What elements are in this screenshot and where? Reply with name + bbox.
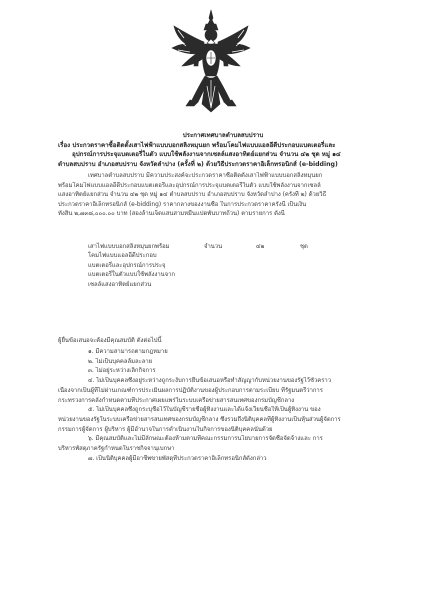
qualification-line: หน่วยงานของรัฐในระบบเครือข่ายสารสนเทศของกรมบัญชีกลาง ซึ่งรวมถึงนิติบุคคลที่ผู้ทิ้งงานเป็นหุ้นส่วนผู้จัดการ xyxy=(58,416,341,423)
subject-line-1: เรื่อง ประกวดราคาซื้อติดตั้งเสาไฟฟ้าแบบบอกสลิงหมุนยก พร้อมโคมไฟแบบแอลอีดีประกอบแบตเตอรี่และ xyxy=(58,141,336,149)
subject-line-3: ตำบลสบปราบ อำเภอสบปราบ จังหวัดลำปาง (ครั้งที่ ๒) ด้วยวิธีประกวดราคาอิเล็กทรอนิกส์ (e-bidding) xyxy=(58,160,338,168)
qualification-line: ๖. มีคุณสมบัติและไม่มีลักษณะต้องห้ามตามที่คณะกรรมการนโยบายการจัดซื้อจัดจ้างและ การ xyxy=(88,436,323,443)
item-name-line: เซลล์แสงอาทิตย์แยกส่วน xyxy=(88,281,152,288)
item-name-line: โคมไฟแบบแอลอีดีประกอบ xyxy=(88,253,157,260)
agency-title: ประกาศเทศบาลตำบลสบปราบ xyxy=(182,132,264,139)
intro-line: เทศบาลตำบลสบปราบ มีความประสงค์จะประกวดราคาซื้อติดตั้งเสาไฟฟ้าแบบบอกสลิงหมุนยก xyxy=(88,173,323,179)
qualification-line: ๗. เป็นนิติบุคคลผู้มีอาชีพขายพัสดุที่ประกวดราคาอิเล็กทรอนิกส์ดังกล่าว xyxy=(88,455,267,462)
qualification-line: เนื่องจากเป็นผู้ที่ไม่ผ่านเกณฑ์การประเมินผลการปฏิบัติงานของผู้ประกอบการตามระเบียบ ที่รัฐมนตรีว่าการ xyxy=(58,387,323,394)
announcement-header xyxy=(58,131,388,169)
item-name-line: เสาไฟแบบบอกสลิงหมุนยกพร้อม xyxy=(88,244,170,250)
qualification-line: บริหารพัสดุภาครัฐกำหนดในราชกิจจานุเบกษา xyxy=(58,446,175,453)
item-name-line: แบตเตอรี่ในตัวแบบใช้พลังงานจาก xyxy=(88,272,175,279)
qualifications-list xyxy=(58,348,378,464)
item-unit: ชุด xyxy=(300,244,308,250)
garuda-emblem-icon xyxy=(166,8,256,116)
intro-paragraph xyxy=(58,172,376,220)
qualification-line: ๑. มีความสามารถตามกฎหมาย xyxy=(88,349,168,355)
qualification-line: ๓. ไม่อยู่ระหว่างเลิกกิจการ xyxy=(88,368,156,375)
qualification-line: ๔. ไม่เป็นบุคคลซึ่งอยู่ระหว่างถูกระงับการยื่นข้อเสนอหรือทำสัญญากับหน่วยงานของรัฐไว้ชั่วคราว xyxy=(88,378,332,385)
intro-line: พร้อมโคมไฟแบบแอลอีดีประกอบแบตเตอรี่และอุปกรณ์การประจุแบตเตอรี่ในตัว แบบใช้พลังงานจากเซลล์ xyxy=(58,182,321,189)
subject-line-2: อุปกรณ์การประจุแบตเตอรี่ในตัว แบบใช้พลังงานจากเซลล์แสงอาทิตย์แยกส่วน จำนวน ๔๒ ชุด หมู่ ๑๔ xyxy=(72,151,341,158)
qualification-line: กระทรวงการคลังกำหนดตามที่ประกาศเผยแพร่ในระบบเครือข่ายสารสนเทศของกรมบัญชีกลาง xyxy=(58,397,295,404)
item-name-line: แบตเตอรี่และอุปกรณ์การประจุ xyxy=(88,262,166,269)
qualification-line: กรรมการผู้จัดการ ผู้บริหาร ผู้มีอำนาจในการดำเนินงานในกิจการของนิติบุคคลนั้นด้วย xyxy=(58,426,273,433)
qualifications-heading: ผู้ยื่นข้อเสนอจะต้องมีคุณสมบัติ ดังต่อไปนี้ xyxy=(58,338,162,344)
item-qty-value: ๔๒ xyxy=(256,244,265,250)
intro-line: แสงอาทิตย์แยกส่วน จำนวน ๔๒ ชุด หมู่ ๑๔ ตำบลสบปราบ อำเภอสบปราบ จังหวัดลำปาง (ครั้งที่ ๒) ด้วยวิธี xyxy=(58,192,327,199)
item-qty-label: จำนวน xyxy=(204,244,223,250)
item-name xyxy=(88,243,188,290)
intro-line: ประกวดราคาอิเล็กทรอนิกส์ (e-bidding) ราคากลางของงานซื้อ ในการประกวดราคาครั้งนี้ เป็นเงิน xyxy=(58,201,307,208)
intro-line: ทั้งสิ้น ๒,๗๓๘,๐๐๐.๐๐ บาท (สองล้านเจ็ดแสนสามหมื่นแปดพันบาทถ้วน) ตามรายการ ดังนี้ xyxy=(58,211,285,218)
qualification-line: ๒. ไม่เป็นบุคคลล้มละลาย xyxy=(88,358,153,365)
qualification-line: ๕. ไม่เป็นบุคคลซึ่งถูกระบุชื่อไว้ในบัญชีรายชื่อผู้ทิ้งงานและได้แจ้งเวียนชื่อให้เป็นผู้ทิ้งงาน ของ xyxy=(88,407,321,414)
